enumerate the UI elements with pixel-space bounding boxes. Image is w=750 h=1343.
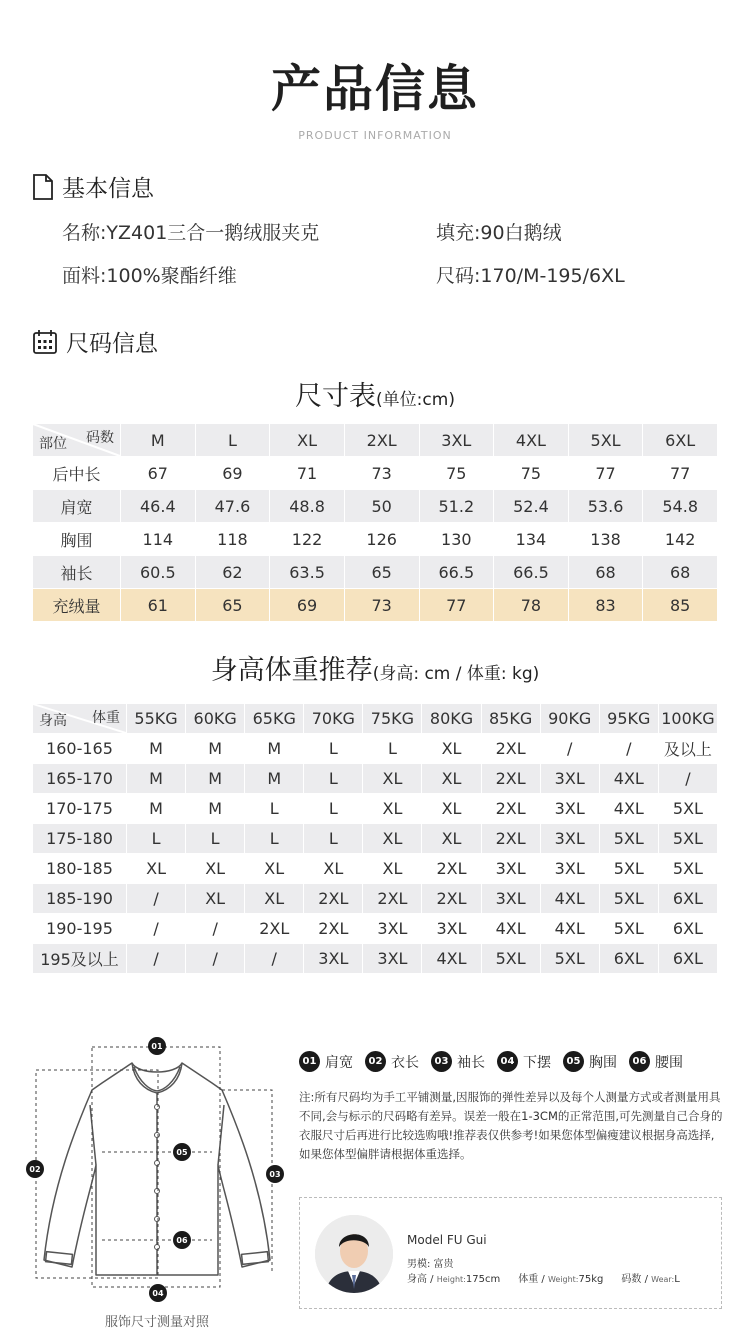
row-label: 190-195: [33, 914, 127, 944]
table-cell: M: [186, 734, 245, 764]
table-cell: 5XL: [658, 794, 717, 824]
table-cell: 114: [121, 523, 196, 556]
legend-number-badge: 05: [563, 1051, 584, 1072]
table-cell: XL: [422, 824, 481, 854]
table-cell: 5XL: [599, 854, 658, 884]
table-cell: /: [127, 944, 186, 974]
legend-number-badge: 01: [299, 1051, 320, 1072]
table-cell: XL: [363, 824, 422, 854]
table-cell: 3XL: [363, 914, 422, 944]
column-header: M: [121, 424, 196, 457]
table-cell: XL: [363, 854, 422, 884]
page-subtitle: PRODUCT INFORMATION: [298, 129, 452, 142]
table-cell: 46.4: [121, 490, 196, 523]
table-cell: 2XL: [304, 914, 363, 944]
column-header: L: [195, 424, 270, 457]
table-cell: 77: [568, 457, 643, 490]
table-cell: 68: [643, 556, 718, 589]
table-cell: 2XL: [304, 884, 363, 914]
table-cell: M: [127, 794, 186, 824]
table-cell: 2XL: [363, 884, 422, 914]
table-cell: 2XL: [422, 854, 481, 884]
table-row: [33, 944, 718, 974]
row-label: 肩宽: [33, 490, 121, 523]
table-row: [33, 794, 718, 824]
table-corner-cell: [33, 424, 121, 457]
corner-column-label: 码数: [86, 430, 114, 446]
diagram-marker: 01: [148, 1037, 166, 1055]
table-cell: 2XL: [481, 794, 540, 824]
jacket-outline: [22, 1035, 292, 1305]
row-label: 165-170: [33, 764, 127, 794]
table-cell: 4XL: [422, 944, 481, 974]
table-cell: 6XL: [658, 884, 717, 914]
table-cell: M: [245, 764, 304, 794]
legend-number-badge: 06: [629, 1051, 650, 1072]
table-cell: 4XL: [481, 914, 540, 944]
table-cell: M: [245, 734, 304, 764]
table-cell: 3XL: [540, 794, 599, 824]
model-card: [299, 1197, 722, 1309]
table-cell: L: [304, 764, 363, 794]
table-cell: 75: [494, 457, 569, 490]
table-row: [33, 734, 718, 764]
size-table-title-text: 尺寸表: [295, 381, 377, 412]
page-header: [0, 55, 750, 142]
rec-table: [32, 703, 718, 974]
legend-number-badge: 04: [497, 1051, 518, 1072]
table-cell: 3XL: [363, 944, 422, 974]
column-header: 55KG: [127, 704, 186, 734]
table-cell: 52.4: [494, 490, 569, 523]
size-info-heading: [32, 325, 158, 358]
table-header-row: [33, 704, 718, 734]
table-cell: 2XL: [422, 884, 481, 914]
table-cell: 51.2: [419, 490, 494, 523]
table-cell: 75: [419, 457, 494, 490]
table-cell: 67: [121, 457, 196, 490]
table-cell: 62: [195, 556, 270, 589]
table-cell: XL: [186, 884, 245, 914]
diagram-marker: 06: [173, 1231, 191, 1249]
diagram-marker: 02: [26, 1160, 44, 1178]
measurement-legend: [299, 1051, 683, 1072]
table-header-row: [33, 424, 718, 457]
table-cell: 48.8: [270, 490, 345, 523]
row-label: 后中长: [33, 457, 121, 490]
table-cell: /: [599, 734, 658, 764]
product-size-range: 尺码:170/M-195/6XL: [436, 265, 625, 287]
table-cell: M: [127, 764, 186, 794]
basic-info-label: 基本信息: [62, 176, 154, 202]
column-header: 5XL: [568, 424, 643, 457]
table-row: [33, 490, 718, 523]
table-cell: 4XL: [540, 914, 599, 944]
row-label: 185-190: [33, 884, 127, 914]
table-cell: 4XL: [599, 794, 658, 824]
table-cell: 134: [494, 523, 569, 556]
table-cell: /: [127, 884, 186, 914]
corner-column-label: 体重: [92, 710, 120, 726]
row-label: 175-180: [33, 824, 127, 854]
table-cell: M: [127, 734, 186, 764]
table-cell: XL: [245, 884, 304, 914]
table-cell: 3XL: [540, 824, 599, 854]
row-label: 胸围: [33, 523, 121, 556]
table-cell: 2XL: [245, 914, 304, 944]
table-cell: 53.6: [568, 490, 643, 523]
table-cell: 63.5: [270, 556, 345, 589]
table-cell: 73: [344, 457, 419, 490]
column-header: 3XL: [419, 424, 494, 457]
row-label: 充绒量: [33, 589, 121, 622]
table-cell: 68: [568, 556, 643, 589]
product-name: 名称:YZ401三合一鹅绒服夹克: [62, 222, 320, 244]
table-cell: L: [304, 824, 363, 854]
table-cell: /: [186, 914, 245, 944]
size-info-label: 尺码信息: [66, 331, 158, 357]
table-cell: 118: [195, 523, 270, 556]
table-cell: 69: [270, 589, 345, 622]
table-cell: 6XL: [599, 944, 658, 974]
table-cell: XL: [127, 854, 186, 884]
table-row: [33, 457, 718, 490]
table-cell: 5XL: [599, 884, 658, 914]
table-cell: L: [304, 794, 363, 824]
table-cell: /: [658, 764, 717, 794]
table-cell: 47.6: [195, 490, 270, 523]
table-row: [33, 589, 718, 622]
table-cell: 122: [270, 523, 345, 556]
table-cell: 78: [494, 589, 569, 622]
table-cell: XL: [422, 794, 481, 824]
product-fill: 填充:90白鹅绒: [436, 222, 562, 244]
legend-item: [299, 1051, 353, 1072]
table-cell: 3XL: [481, 884, 540, 914]
table-cell: XL: [363, 794, 422, 824]
legend-item: [563, 1051, 617, 1072]
rec-table-title-text: 身高体重推荐: [210, 655, 373, 686]
legend-item: [629, 1051, 683, 1072]
table-cell: L: [363, 734, 422, 764]
document-icon: [32, 174, 54, 200]
table-cell: 54.8: [643, 490, 718, 523]
size-table: [32, 423, 718, 622]
diagram-caption: 服饰尺寸测量对照: [104, 1315, 209, 1330]
column-header: 2XL: [344, 424, 419, 457]
basic-info-heading: [32, 170, 154, 203]
model-name: Model FU Gui: [407, 1233, 487, 1247]
row-label: 160-165: [33, 734, 127, 764]
table-corner-cell: [33, 704, 127, 734]
table-cell: 77: [643, 457, 718, 490]
table-cell: 83: [568, 589, 643, 622]
column-header: 95KG: [599, 704, 658, 734]
table-row: [33, 764, 718, 794]
corner-row-label: 身高: [39, 713, 67, 729]
column-header: 65KG: [245, 704, 304, 734]
table-cell: 65: [344, 556, 419, 589]
diagram-marker: 03: [266, 1165, 284, 1183]
legend-item: [431, 1051, 485, 1072]
legend-number-badge: 02: [365, 1051, 386, 1072]
model-name-zh: 男模: 富贵: [407, 1259, 454, 1270]
calendar-icon: [32, 329, 58, 355]
model-weight: 体重 / Weight:75kg: [518, 1274, 604, 1285]
table-row: [33, 556, 718, 589]
table-cell: 3XL: [422, 914, 481, 944]
table-cell: /: [186, 944, 245, 974]
table-cell: M: [186, 794, 245, 824]
diagram-marker: 05: [173, 1143, 191, 1161]
table-cell: 及以上: [658, 734, 717, 764]
table-cell: 138: [568, 523, 643, 556]
product-fabric: 面料:100%聚酯纤维: [62, 265, 237, 287]
table-cell: 5XL: [481, 944, 540, 974]
column-header: 70KG: [304, 704, 363, 734]
legend-label: 腰围: [655, 1054, 683, 1071]
table-cell: /: [540, 734, 599, 764]
size-table-unit: (单位:cm): [376, 390, 455, 410]
table-row: [33, 884, 718, 914]
table-cell: 3XL: [304, 944, 363, 974]
table-cell: 142: [643, 523, 718, 556]
table-cell: L: [304, 734, 363, 764]
table-cell: XL: [186, 854, 245, 884]
table-cell: /: [245, 944, 304, 974]
table-cell: 65: [195, 589, 270, 622]
table-cell: 69: [195, 457, 270, 490]
table-cell: 5XL: [658, 824, 717, 854]
table-cell: 3XL: [481, 854, 540, 884]
table-cell: 50: [344, 490, 419, 523]
table-cell: 130: [419, 523, 494, 556]
table-cell: M: [186, 764, 245, 794]
table-cell: 60.5: [121, 556, 196, 589]
table-cell: 71: [270, 457, 345, 490]
table-cell: 6XL: [658, 914, 717, 944]
legend-label: 下摆: [523, 1054, 551, 1071]
row-label: 195及以上: [33, 944, 127, 974]
table-cell: 2XL: [481, 734, 540, 764]
table-cell: 2XL: [481, 824, 540, 854]
legend-label: 胸围: [589, 1054, 617, 1071]
table-cell: 3XL: [540, 854, 599, 884]
table-cell: L: [245, 794, 304, 824]
column-header: 6XL: [643, 424, 718, 457]
table-cell: 73: [344, 589, 419, 622]
table-cell: 126: [344, 523, 419, 556]
column-header: 75KG: [363, 704, 422, 734]
diagram-marker: 04: [149, 1284, 167, 1302]
table-cell: 77: [419, 589, 494, 622]
table-cell: 5XL: [599, 824, 658, 854]
table-cell: 4XL: [540, 884, 599, 914]
table-cell: 66.5: [419, 556, 494, 589]
table-cell: 2XL: [481, 764, 540, 794]
model-height: 身高 / Height:175cm: [407, 1274, 501, 1285]
table-cell: 5XL: [599, 914, 658, 944]
rec-table-title: [0, 648, 750, 687]
legend-label: 肩宽: [325, 1054, 353, 1071]
table-cell: /: [127, 914, 186, 944]
table-cell: 66.5: [494, 556, 569, 589]
row-label: 170-175: [33, 794, 127, 824]
row-label: 180-185: [33, 854, 127, 884]
table-cell: 4XL: [599, 764, 658, 794]
legend-label: 袖长: [457, 1054, 485, 1071]
table-row: [33, 854, 718, 884]
corner-row-label: 部位: [39, 436, 67, 452]
table-cell: L: [245, 824, 304, 854]
legend-item: [497, 1051, 551, 1072]
column-header: 100KG: [658, 704, 717, 734]
table-cell: 5XL: [658, 854, 717, 884]
table-row: [33, 523, 718, 556]
table-cell: 6XL: [658, 944, 717, 974]
table-cell: L: [127, 824, 186, 854]
legend-number-badge: 03: [431, 1051, 452, 1072]
model-size: 码数 / Wear:L: [621, 1274, 680, 1285]
table-cell: XL: [422, 764, 481, 794]
column-header: 85KG: [481, 704, 540, 734]
legend-item: [365, 1051, 419, 1072]
model-avatar: [315, 1215, 393, 1293]
model-stats: [407, 1270, 680, 1285]
column-header: 60KG: [186, 704, 245, 734]
rec-table-unit: (身高: cm / 体重: kg): [372, 664, 540, 684]
column-header: 4XL: [494, 424, 569, 457]
table-cell: XL: [422, 734, 481, 764]
table-cell: 85: [643, 589, 718, 622]
legend-label: 衣长: [391, 1054, 419, 1071]
column-header: 80KG: [422, 704, 481, 734]
measurement-diagram: [22, 1035, 292, 1305]
measurement-note: 注:所有尺码均为手工平铺测量,因服饰的弹性差异以及每个人测量方式或者测量用具不同,会与标示的尺码略有差异。误差一般在1-3CM的正常范围,可先测量自己合身的衣服尺寸后再进行比较选购哦!推荐表仅供参考!如果您体型偏瘦建议根据身高选择,如果您体型偏胖请根据体重选择。: [299, 1090, 723, 1161]
page-title: 产品信息: [271, 60, 479, 118]
table-cell: 61: [121, 589, 196, 622]
table-cell: L: [186, 824, 245, 854]
column-header: 90KG: [540, 704, 599, 734]
table-cell: 3XL: [540, 764, 599, 794]
table-cell: XL: [363, 764, 422, 794]
column-header: XL: [270, 424, 345, 457]
table-row: [33, 914, 718, 944]
table-cell: 5XL: [540, 944, 599, 974]
table-cell: XL: [304, 854, 363, 884]
table-row: [33, 824, 718, 854]
row-label: 袖长: [33, 556, 121, 589]
table-cell: XL: [245, 854, 304, 884]
size-table-title: [0, 374, 750, 413]
